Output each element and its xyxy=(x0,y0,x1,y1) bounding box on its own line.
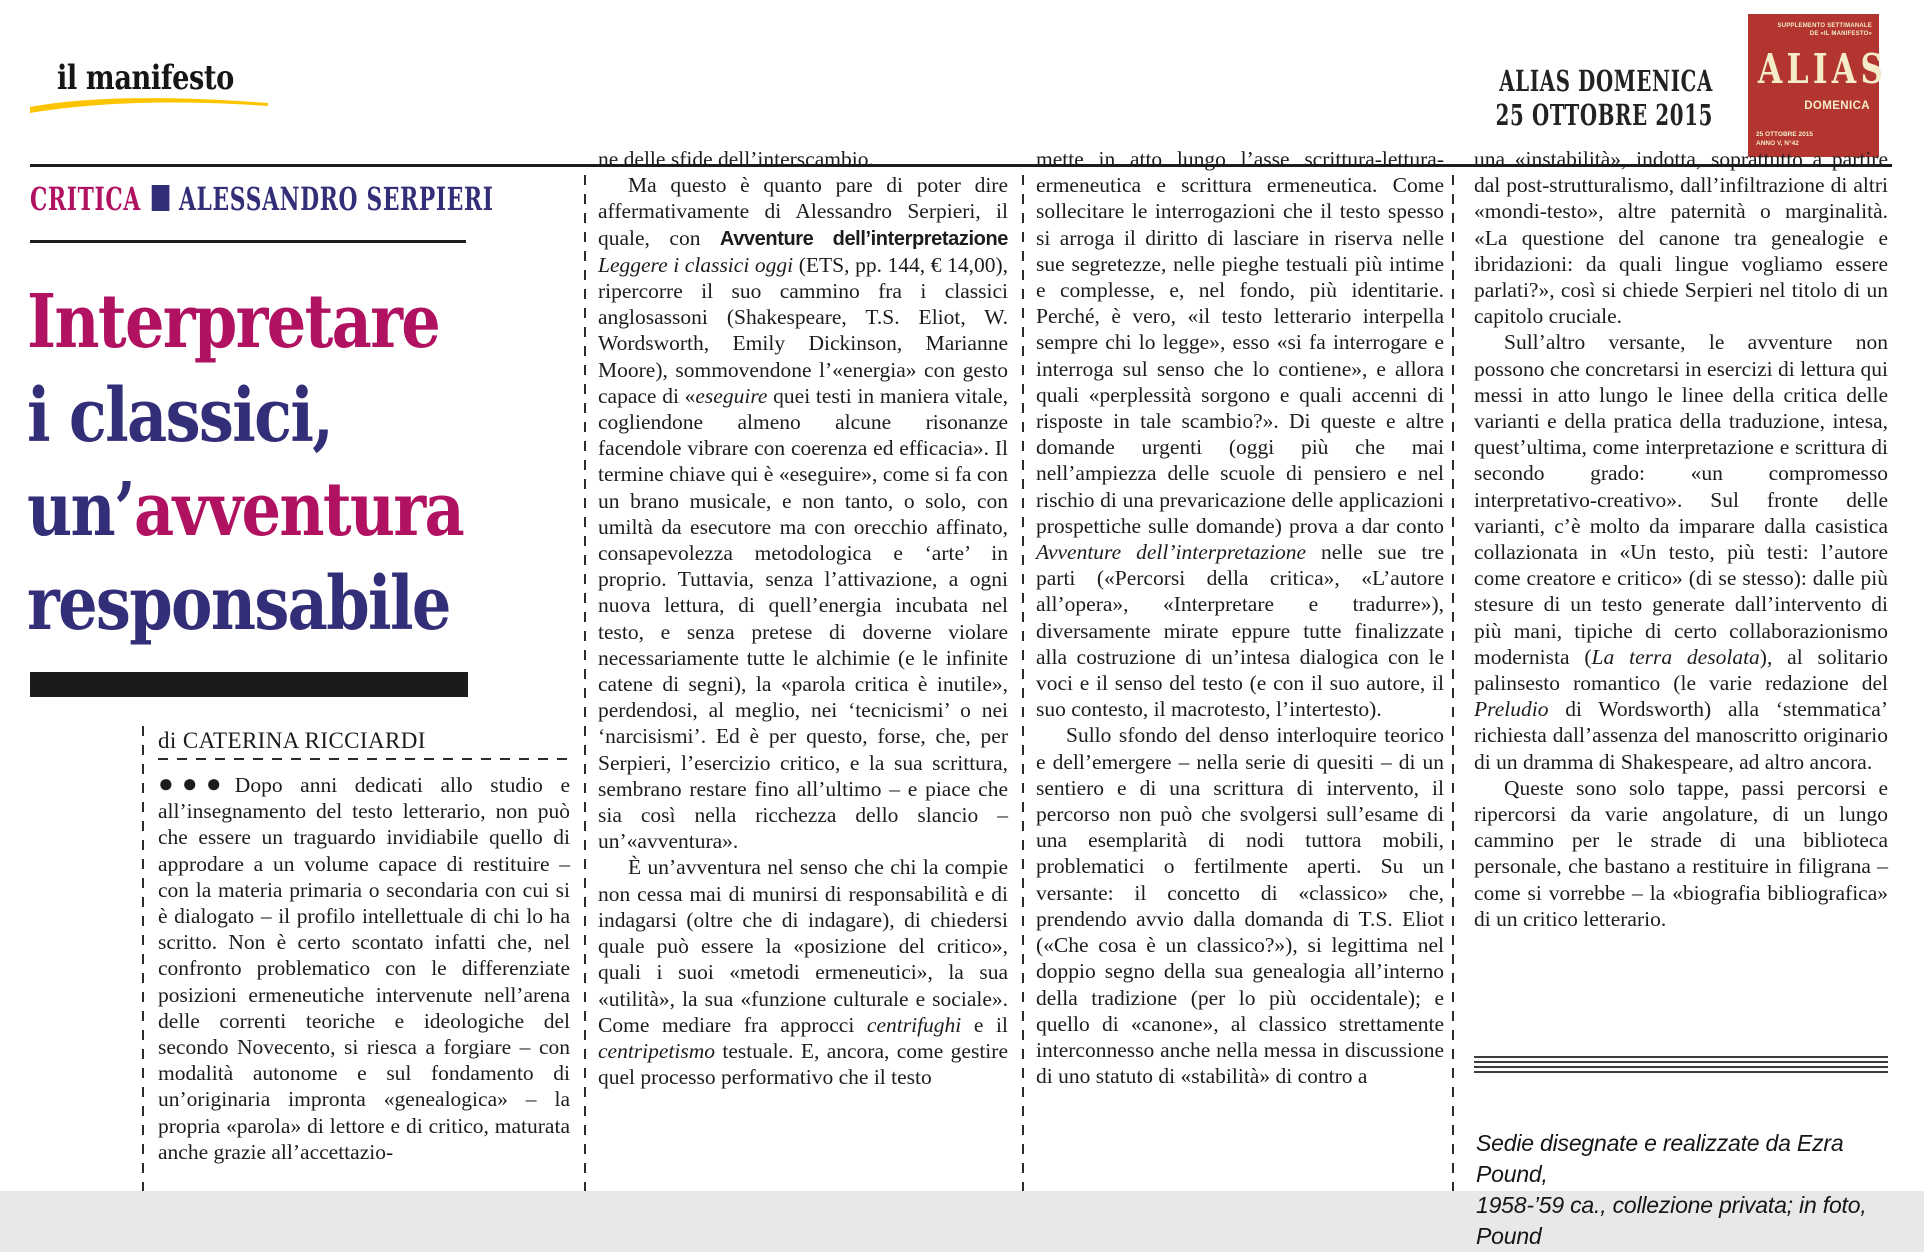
column-divider-1 xyxy=(584,175,586,1191)
article-column-3 xyxy=(1036,146,1444,1191)
alias-issue-info: 25 OTTOBRE 2015 ANNO V, N°42 xyxy=(1756,131,1813,147)
headline-line-3: un’avventura xyxy=(27,467,464,553)
alias-subtitle: DOMENICA xyxy=(1804,100,1870,112)
paragraph: Ma questo è quanto pare di poter dire affermativamente di Alessandro Serpieri, il quale, con Avventure dell’interpretazione Leggere i classici oggi (ETS, pp. 144, € 14,00), ripercorre il suo cammino fra i classici anglosassoni (Shakespeare, T.S. Eliot, W. Wordsworth, Emily Dickinson, Marianne Moore), sommovendone l’«energia» con gesto capace di «eseguire quei testi in maniera vitale, cogliendone almeno alcune risonanze facendole vibrare con coerenza ed efficacia». Il termine chiave qui è «eseguire», come si fa con un brano musicale, e non tanto, o solo, con umiltà da esecutore ma con orecchio affinato, consapevolezza metodologica e ‘arte’ in proprio. Tuttavia, senza l’attivazione, a ogni nuova lettura, di quell’energia incubata nel testo, e senza pretese di doverne violare necessariamente tutte le alchimie (e le infinite catene di segni), la «parola critica è inutile», perdendosi, al meglio, nei ‘tecnicismi’ o nei ‘narcisismi’. Ed è per questo, forse, che, per Serpieri, l’esercizio critico, e la sua scrittura, sembrano restare fino all’ultimo – e piace che sia così nella ricchezza dello slancio – un’«avventura». xyxy=(598,173,1009,854)
section-kicker xyxy=(30,180,494,218)
paragraph: ●●● Dopo anni dedicati allo studio e all’insegnamento del testo letterario, non può che essere un traguardo invidiabile quello di approdare a un volume capace di restituire – con la materia primaria o secondaria con cui si è dialogato – il profilo intellettuale di chi lo ha scritto. Non è certo scontato infatti che, nel confronto problematico con le differenziate posizioni ermeneutiche intervenute nell’arena delle correnti teoriche e ideologiche del secondo Novecento, si riesca a forgiare – con modalità autonome e sul fondamento di un’originaria impronta «genealogica» – la propria «parola» di lettore e di critico, maturata anche grazie all’accettazio- xyxy=(158,769,570,1164)
paragraph: mette in atto lungo l’asse scrittura-lettura-ermeneutica e scrittura ermeneutica. Come sollecitare le interrogazioni che il testo spesso si arroga il diritto di lasciare in riserva nelle sue segretezze, nelle pieghe testuali più intime e complesse, e, nel fondo, più identitarie. Perché, è vero, «il testo letterario interpella sempre chi lo legge», esso «si fa interrogare e interroga sul senso che lo contiene», e allora quali «perplessità sorgono e quali accenni di risposte in tale scambio?». Di queste e altre domande urgenti (oggi più che mai nell’ampiezza delle scuole di pensiero e nel rischio di una prevaricazione delle applicazioni prospettiche sulle domande) prova a dar conto Avventure dell’interpretazione nelle sue tre parti («Percorsi della critica», «L’autore all’opera», «Interpretare e tradurre»), diversamente mirate eppure tutte finalizzate alla costruzione di un’intesa dialogica con le voci e il senso del testo (e con il suo autore, il suo contesto, il macrotesto, l’intertesto). xyxy=(1036,147,1444,722)
alias-title: ALIAS xyxy=(1757,44,1888,94)
edition-name: ALIAS DOMENICA xyxy=(1499,64,1713,98)
section-square-marker xyxy=(152,185,170,211)
column-divider-2 xyxy=(1022,175,1024,1191)
paragraph: ne delle sfide dell’interscambio. xyxy=(598,147,874,171)
paragraph: Queste sono solo tappe, passi percorsi e ripercorsi da varie angolature, di un lungo cammino per le strade di una biblioteca personale, che bastano a restituire in filigrana – come si vorrebbe – la «biografia bibliografica» di un critico letterario. xyxy=(1474,775,1888,931)
alias-domenica-logo xyxy=(1748,14,1888,157)
caption-line-2: 1958-’59 ca., collezione privata; in foto, Pound xyxy=(1476,1192,1867,1249)
headline-line-1: Interpretare xyxy=(27,279,440,365)
column-divider-3 xyxy=(1452,175,1454,1191)
headline-underbar xyxy=(30,672,468,697)
edition-info xyxy=(1478,64,1713,132)
paragraph: Sull’altro versante, le avventure non possono che concretarsi in esercizi di lettura qui messi in atto lungo le linee della critica delle varianti e della pratica della traduzione, intesa, quest’ultima, come interpretazione e scrittura di secondo grado: «un compromesso interpretativo-creativo». Sul fronte delle varianti, c’è molto da imparare dalla casistica collazionata in «Un testo, più testi: l’autore come creatore e critico» (di se stesso): dalle più stesure di un testo generate dall’intervento di più mani, tipiche di certo collaborazionismo modernista (La terra desolata), al solitario palinsesto romantico (le varie redazione del Preludio di Wordsworth) alla ‘stemmatica’ richiesta dall’assenza del manoscritto originario di un dramma di Shakespeare, ad altro ancora. xyxy=(1474,330,1888,774)
paragraph: È un’avventura nel senso che chi la compie non cessa mai di munirsi di responsabilità e di indagarsi (oltre che di indagare), di chiedersi quale può essere la «posizione del critico», quali i suoi «metodi ermeneutici», la sua «utilità», la sua «funzione culturale e sociale». Come mediare fra approcci centrifughi e il centripetismo testuale. E, ancora, come gestire quel processo performativo che il testo xyxy=(598,855,1008,1090)
logo-swoosh-icon xyxy=(30,94,270,116)
article-column-2 xyxy=(598,146,1008,1191)
column-left-dashed-rule xyxy=(142,726,144,1191)
alias-supplement-note: SUPPLEMENTO SETTIMANALE DE «IL MANIFESTO» xyxy=(1777,23,1872,37)
byline: di CATERINA RICCIARDI xyxy=(158,728,426,753)
headline-line-4: responsabile xyxy=(27,561,450,647)
photo-caption xyxy=(1476,1128,1916,1252)
paragraph: Sullo sfondo del denso interloquire teorico e dell’emergere – nella serie di quesiti – di un sentiero e di una scrittura di intervento, il percorso non può che svolgersi sull’esame di una esemplarità di nodi tuttora mobili, problematici o fertilmente aperti. Su un versante: il concetto di «classico» che, prendendo avvio dalla domanda di T.S. Eliot («Che cosa è un classico?»), si legittima nel doppio segno della sua genealogia all’interno della tradizione (per lo più occidentale); e quello di «canone», al classico strettamente interconnesso anche nella messa in discussione di uno statuto di «stabilità» di contro a xyxy=(1036,723,1444,1089)
end-of-article-rule xyxy=(1474,1056,1888,1073)
il-manifesto-logo: il manifesto xyxy=(57,58,234,98)
edition-date: 25 OTTOBRE 2015 xyxy=(1495,98,1713,132)
kicker-rule xyxy=(30,240,466,243)
headline-line-2: i classici, xyxy=(27,373,333,459)
section-label: CRITICA xyxy=(30,180,141,218)
article-column-4 xyxy=(1474,146,1888,1051)
byline-dashed-rule xyxy=(158,758,570,760)
caption-line-1: Sedie disegnate e realizzate da Ezra Pound, xyxy=(1476,1130,1844,1187)
paragraph: una «instabilità», indotta, soprattutto a partire dal post-strutturalismo, dall’infiltrazione di altri «mondi-testo», altre paternità o marginalità. «La questione del canone tra genealogie e ibridazioni: da quali lingue vogliamo essere parlati?», così si chiede Serpieri nel titolo di un capitolo cruciale. xyxy=(1474,147,1888,329)
article-column-1 xyxy=(158,769,570,1191)
kicker-subject: ALESSANDRO SERPIERI xyxy=(178,180,494,218)
headline xyxy=(27,275,546,651)
